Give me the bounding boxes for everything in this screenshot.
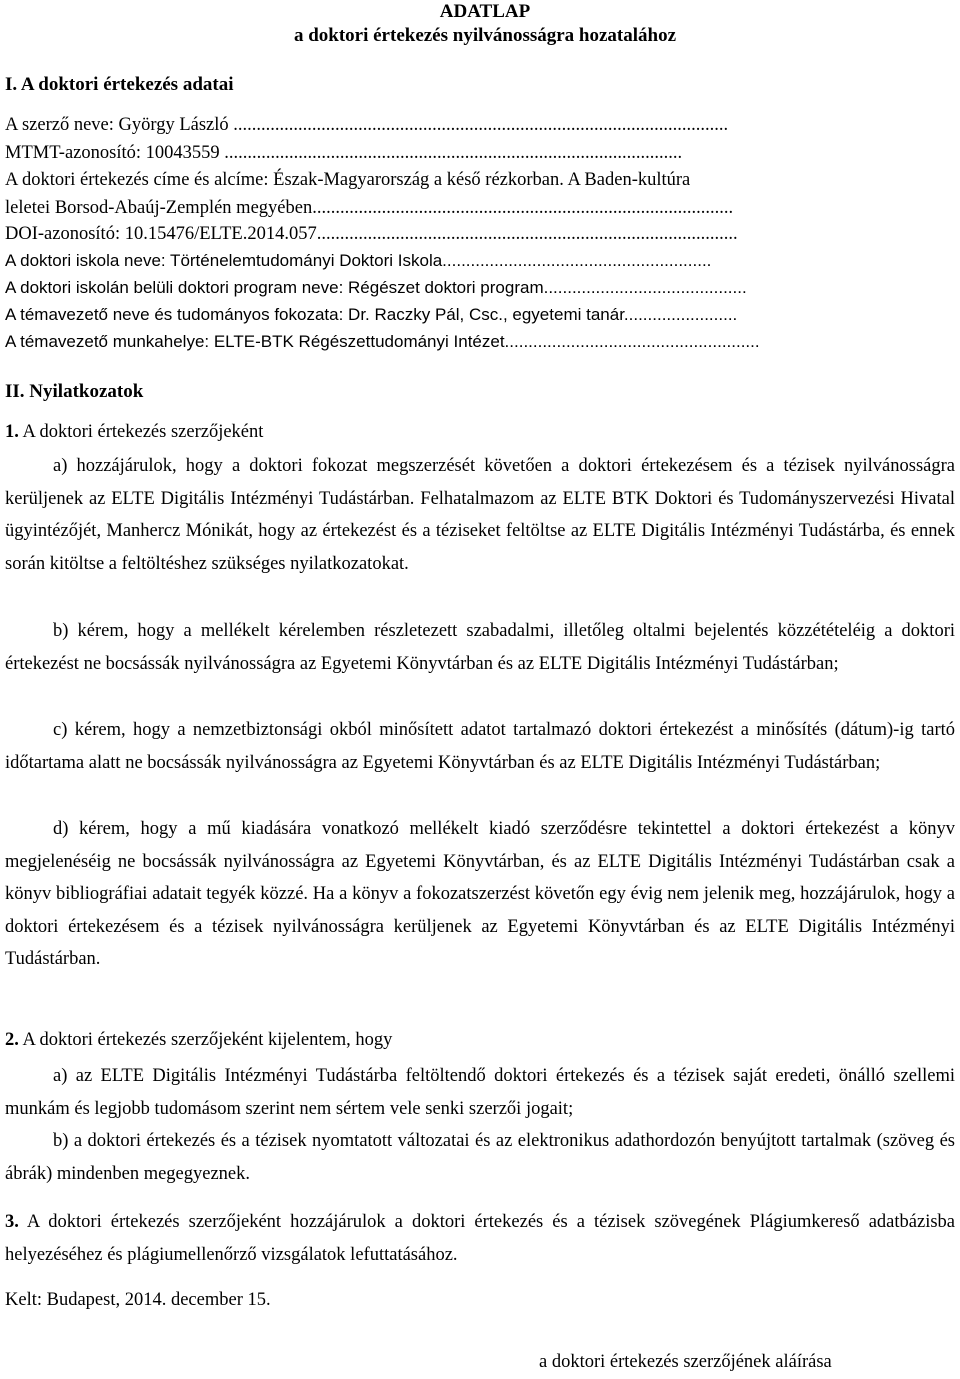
item1-heading-text: A doktori értekezés szerzőjeként: [22, 422, 264, 442]
item1-b-paragraph: b) kérem, hogy a mellékelt kérelemben részletezett szabadalmi, illetőleg oltalmi bejelentés közzétételéig a doktori értekezést ne bocsássák nyilvánosságra az Egyetemi Könyvtárban és az ELTE Digitális Intézményi Tudástárban;: [5, 621, 955, 674]
item1-number: 1.: [5, 422, 19, 442]
author-name-line: A szerző neve: György László ...........................................................................................................: [5, 115, 729, 135]
document-header: [250, 0, 720, 48]
section2-heading: II. Nyilatkozatok: [5, 381, 144, 402]
document-subtitle: a doktori értekezés nyilvánosságra hozatalához: [293, 25, 677, 46]
doctoral-program-line: A doktori iskolán belüli doktori program neve: Régészet doktori program...........................................: [5, 278, 747, 297]
item2-a-paragraph: a) az ELTE Digitális Intézményi Tudástárba feltöltendő doktori értekezés és a tézisek saját eredeti, önálló szellemi munkám és legjobb tudomásom szerint nem sértem vele senki szerzői jogait;: [5, 1066, 955, 1119]
item2-heading: [5, 1030, 392, 1051]
item2-b-paragraph: b) a doktori értekezés és a tézisek nyomtatott változatai és az elektronikus adathordozón benyújtott tartalmak (szöveg és ábrák) mindenben megegyeznek.: [5, 1131, 955, 1184]
item3-text: A doktori értekezés szerzőjeként hozzájárulok a doktori értekezés és a tézisek szövegének Plágiumkereső adatbázisba helyezéséhez és plágiumellenőrző vizsgálatok lefuttatásához.: [5, 1212, 955, 1265]
item2-number: 2.: [5, 1030, 19, 1050]
doctoral-school-line: A doktori iskola neve: Történelemtudományi Doktori Iskola.........................................................: [5, 251, 712, 270]
dissertation-title-line-1: A doktori értekezés címe és alcíme: Észak-Magyarország a késő rézkorban. A Baden-kultúra: [5, 170, 691, 190]
place-and-date: Kelt: Budapest, 2014. december 15.: [5, 1290, 271, 1310]
item1-d-paragraph: d) kérem, hogy a mű kiadására vonatkozó mellékelt kiadó szerződésre tekintettel a doktori értekezést a könyv megjelenéséig ne bocsássák nyilvánosságra az Egyetemi Könyvtárban, és az ELTE Digitális Intézményi Tudástárban csak a könyv bibliográfiai adatait tegyék közzé. Ha a könyv a fokozatszerzést követőn egy évig nem jelenik meg, hozzájárulok, hogy a doktori értekezésem és a tézisek nyilvánosságra kerüljenek az Egyetemi Könyvtárban és az ELTE Digitális Intézményi Tudástárban.: [5, 819, 955, 969]
item1-a-paragraph: a) hozzájárulok, hogy a doktori fokozat megszerzését követően a doktori értekezésem és a tézisek nyilvánosságra kerüljenek az ELTE Digitális Intézményi Tudástárban. Felhatalmazom az ELTE BTK Doktori és Tudományszervezési Hivatal ügyintézőjét, Manhercz Mónikát, hogy az értekezést és a téziseket feltöltse az ELTE Digitális Intézményi Tudástárba, és ennek során kitöltse a feltöltéshez szükséges nyilatkozatokat.: [5, 456, 955, 574]
item1-heading: [5, 422, 263, 443]
dissertation-title-line-2: leletei Borsod-Abaúj-Zemplén megyében...........................................................................................: [5, 198, 734, 218]
item3-number: 3.: [5, 1212, 19, 1232]
supervisor-workplace-line: A témavezető munkahelye: ELTE-BTK Régészettudományi Intézet......................................................: [5, 332, 760, 351]
section1-heading: I. A doktori értekezés adatai: [5, 74, 234, 95]
supervisor-line: A témavezető neve és tudományos fokozata: Dr. Raczky Pál, Csc., egyetemi tanár........................: [5, 305, 738, 324]
item2-heading-text: A doktori értekezés szerzőjeként kijelentem, hogy: [22, 1030, 393, 1050]
signature-label: a doktori értekezés szerzőjének aláírása: [539, 1352, 832, 1372]
item1-c-paragraph: c) kérem, hogy a nemzetbiztonsági okból minősített adatot tartalmazó doktori értekezést a minősítés (dátum)-ig tartó időtartama alatt ne bocsássák nyilvánosságra az Egyetemi Könyvtárban és az ELTE Digitális Intézményi Tudástárban;: [5, 720, 955, 773]
doi-line: DOI-azonosító: 10.15476/ELTE.2014.057...........................................................................................: [5, 224, 738, 244]
mtmt-id-line: MTMT-azonosító: 10043559 ...................................................................................................: [5, 143, 683, 163]
document-title: ADATLAP: [439, 1, 531, 22]
item3-paragraph: [5, 1206, 955, 1271]
